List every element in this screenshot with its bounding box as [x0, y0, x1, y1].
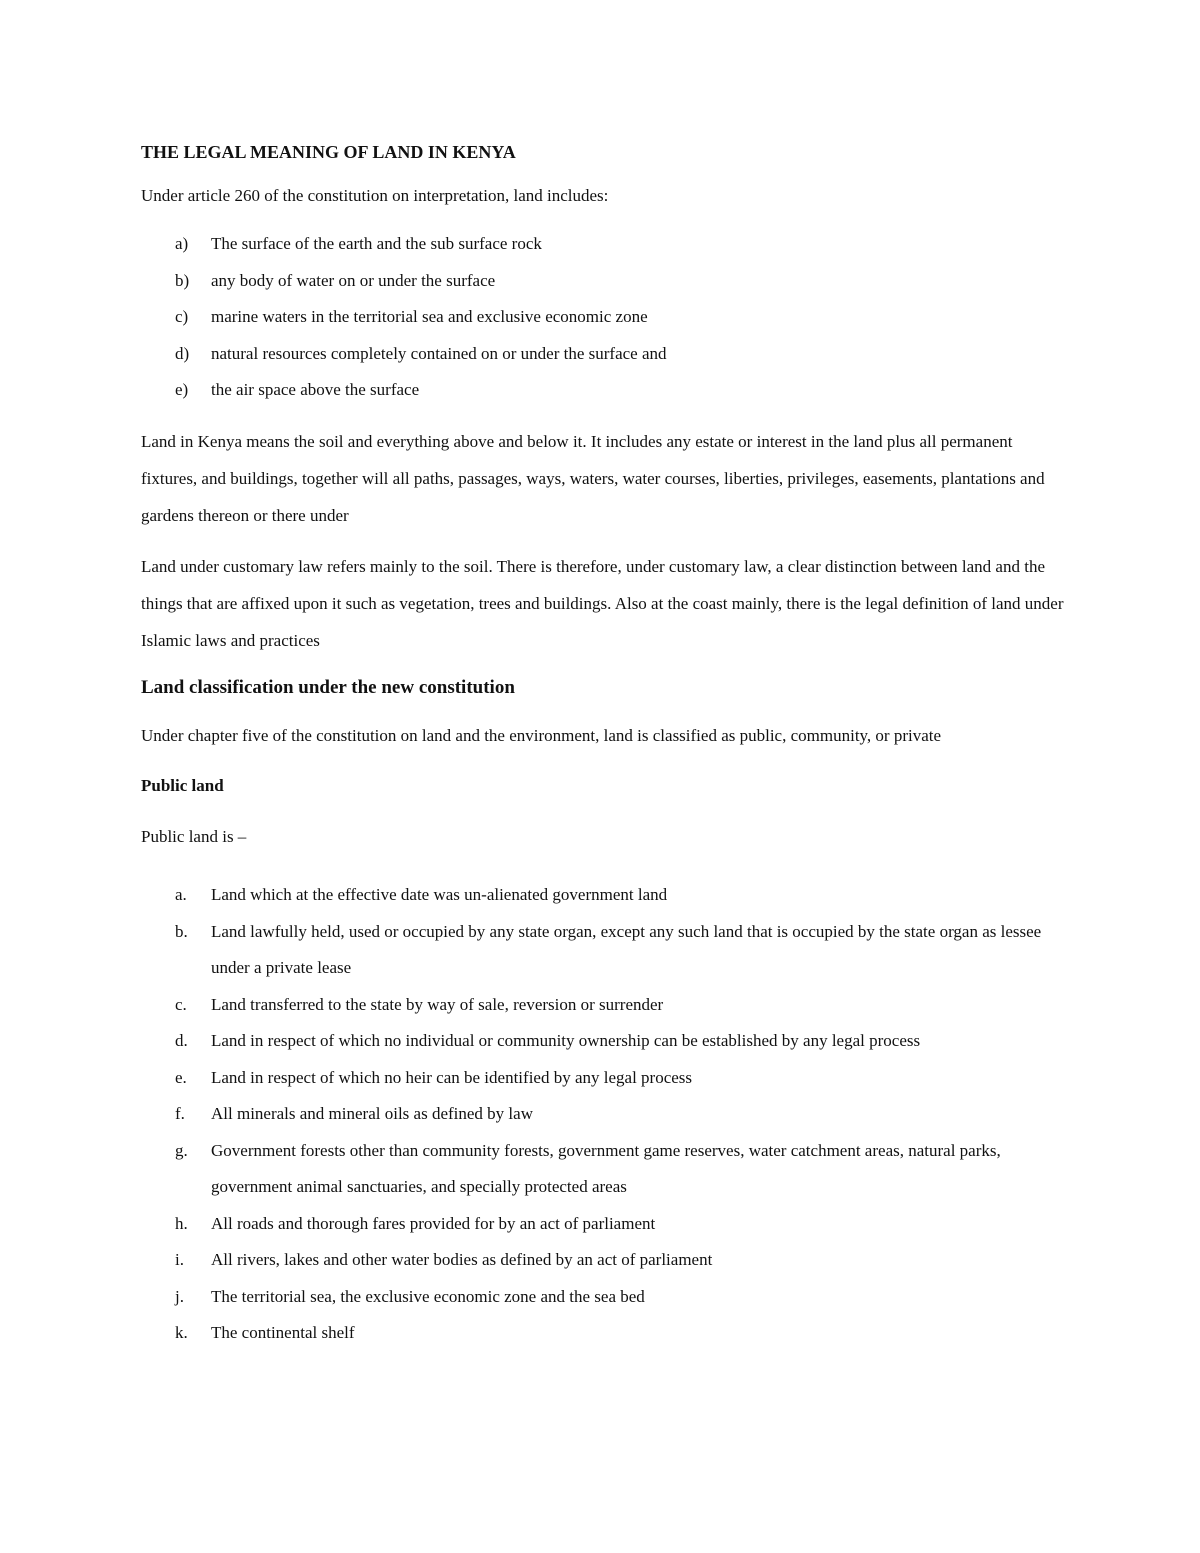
- document-title: THE LEGAL MEANING OF LAND IN KENYA: [141, 142, 516, 162]
- list-item: [141, 1096, 1066, 1133]
- list-item: [141, 877, 1066, 914]
- section-heading: Land classification under the new constitution: [141, 676, 515, 698]
- list-item: [141, 226, 1066, 263]
- list-item: [141, 1279, 1066, 1316]
- list-item-text: Land lawfully held, used or occupied by any state organ, except any such land that is occupied by the state organ as lessee under a private lease: [211, 921, 1042, 978]
- list-item-text: All rivers, lakes and other water bodies as defined by an act of parliament: [211, 1250, 713, 1270]
- list-item-text: All roads and thorough fares provided for by an act of parliament: [211, 1213, 656, 1233]
- list-marker: c): [175, 307, 189, 327]
- list-item-text: any body of water on or under the surface: [211, 270, 496, 290]
- land-definition-paragraph: Land in Kenya means the soil and everything above and below it. It includes any estate or interest in the land plus all permanent fixtures, and buildings, together will all paths, passages, ways, waters, water courses, liberties, privileges, easements, plantations and gardens thereon or there under: [141, 431, 1045, 525]
- list-marker: e.: [175, 1067, 187, 1087]
- list-marker: a): [175, 234, 189, 254]
- list-item-text: Land which at the effective date was un-alienated government land: [211, 885, 668, 905]
- list-marker: b.: [175, 921, 188, 941]
- list-marker: d.: [175, 1031, 188, 1051]
- list-item: [141, 1023, 1066, 1060]
- list-item-text: All minerals and mineral oils as defined by law: [211, 1104, 533, 1124]
- list-marker: i.: [175, 1250, 184, 1270]
- list-item-text: Government forests other than community forests, government game reserves, water catchment areas, natural parks, government animal sanctuaries, and specially protected areas: [211, 1140, 1001, 1197]
- list-item: [141, 914, 1066, 987]
- list-marker: j.: [175, 1286, 184, 1306]
- list-item: [141, 1060, 1066, 1097]
- list-item-text: Land in respect of which no individual or community ownership can be established by any legal process: [211, 1031, 921, 1051]
- list-item: [141, 263, 1066, 300]
- list-marker: c.: [175, 994, 187, 1014]
- list-marker: d): [175, 343, 190, 363]
- list-item: [141, 1315, 1066, 1352]
- list-marker: g.: [175, 1140, 188, 1160]
- list-marker: b): [175, 270, 190, 290]
- land-includes-list: [141, 226, 1066, 409]
- public-land-heading: Public land: [141, 776, 224, 796]
- list-item: [141, 1242, 1066, 1279]
- list-marker: e): [175, 380, 189, 400]
- list-item-text: the air space above the surface: [211, 380, 420, 400]
- public-land-list: [141, 877, 1066, 1352]
- list-item-text: The territorial sea, the exclusive economic zone and the sea bed: [211, 1286, 645, 1306]
- list-marker: k.: [175, 1323, 188, 1343]
- list-item-text: marine waters in the territorial sea and exclusive economic zone: [211, 307, 648, 327]
- list-item: [141, 1206, 1066, 1243]
- list-item-text: Land in respect of which no heir can be identified by any legal process: [211, 1067, 693, 1087]
- list-marker: a.: [175, 885, 187, 905]
- list-item: [141, 336, 1066, 373]
- customary-law-paragraph: Land under customary law refers mainly to the soil. There is therefore, under customary law, a clear distinction between land and the things that are affixed upon it such as vegetation, trees and buildings. Also at the coast mainly, there is the legal definition of land under Islamic laws and practices: [141, 556, 1064, 650]
- public-land-intro: Public land is –: [141, 827, 247, 847]
- list-item: [141, 299, 1066, 336]
- list-item: [141, 372, 1066, 409]
- classification-paragraph: Under chapter five of the constitution on land and the environment, land is classified as public, community, or private: [141, 726, 942, 746]
- list-item-text: The surface of the earth and the sub surface rock: [211, 234, 542, 254]
- list-item: [141, 1133, 1066, 1206]
- list-item: [141, 987, 1066, 1024]
- intro-paragraph: Under article 260 of the constitution on interpretation, land includes:: [141, 186, 609, 206]
- list-item-text: Land transferred to the state by way of sale, reversion or surrender: [211, 994, 664, 1014]
- list-marker: h.: [175, 1213, 188, 1233]
- list-item-text: natural resources completely contained on or under the surface and: [211, 343, 667, 363]
- list-item-text: The continental shelf: [211, 1323, 355, 1343]
- list-marker: f.: [175, 1104, 185, 1124]
- document-page: [141, 140, 1066, 1366]
